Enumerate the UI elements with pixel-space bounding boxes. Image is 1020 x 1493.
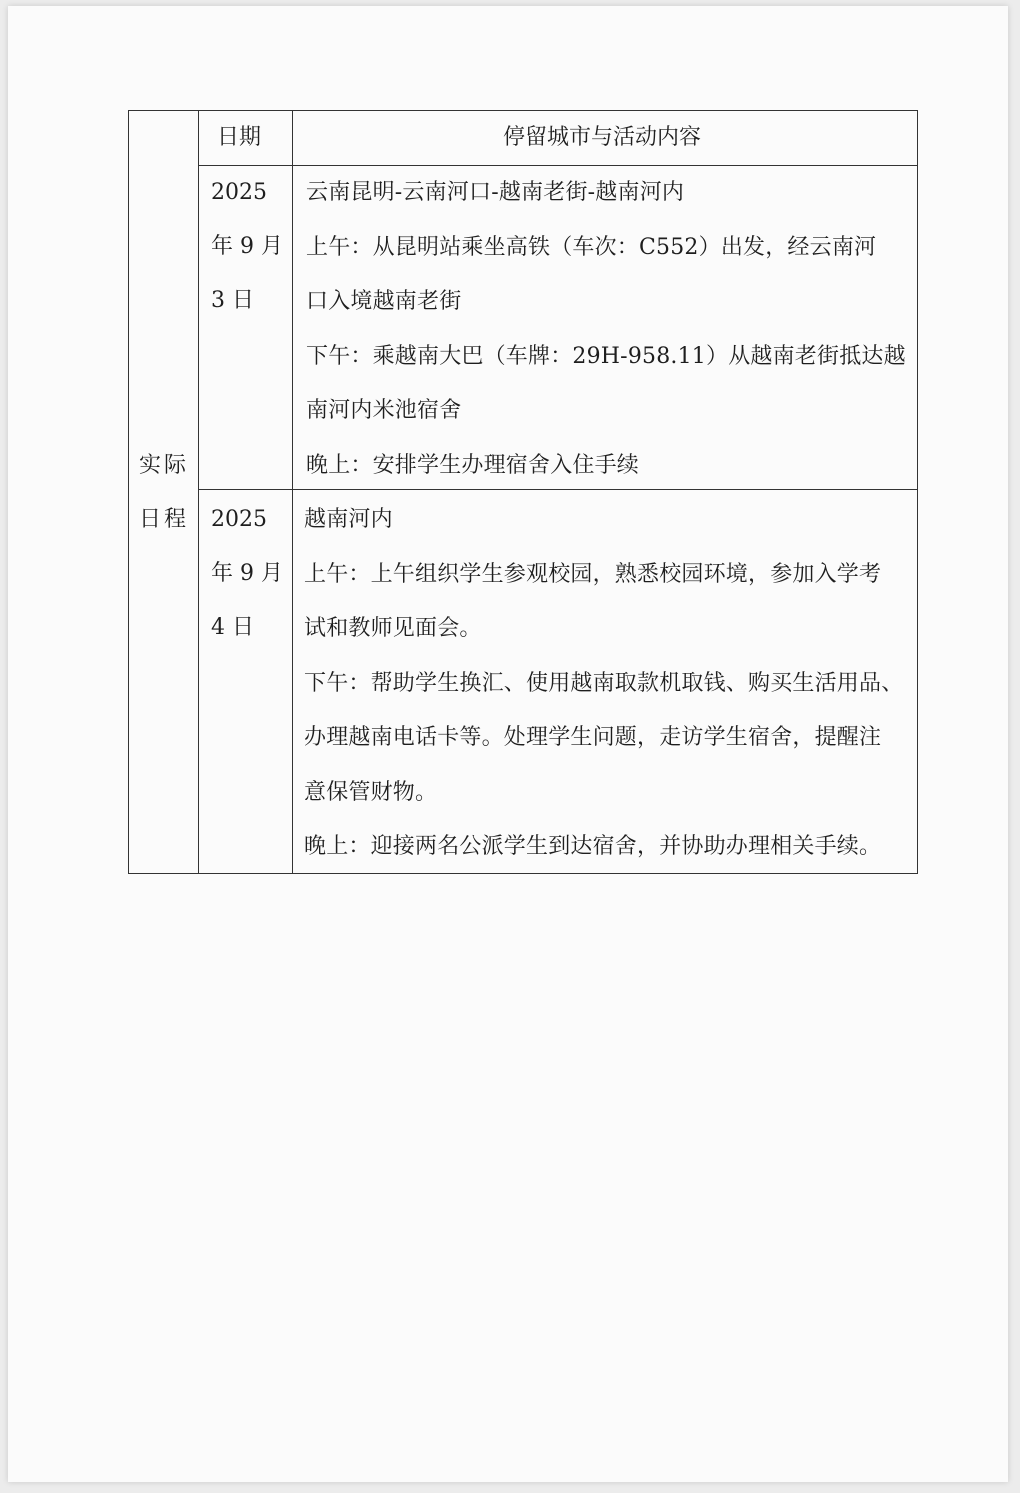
content-line: 南河内米池宿舍 <box>306 398 462 423</box>
column-divider <box>292 111 293 873</box>
date-line: 年 9 月 <box>211 561 283 586</box>
header-content: 停留城市与活动内容 <box>503 125 702 150</box>
content-line: 口入境越南老街 <box>306 289 462 314</box>
content-line: 晚上：迎接两名公派学生到达宿舍，并协助办理相关手续。 <box>304 834 882 859</box>
date-line: 2025 <box>211 507 267 532</box>
content-line: 下午：帮助学生换汇、使用越南取款机取钱、购买生活用品、 <box>304 670 904 696</box>
category-label: 日程 <box>138 507 189 532</box>
content-line: 晚上：安排学生办理宿舍入住手续 <box>306 452 640 478</box>
content-line: 上午：从昆明站乘坐高铁（车次：C552）出发，经云南河 <box>306 234 877 260</box>
content-line: 下午：乘越南大巴（车牌：29H-958.11）从越南老街抵达越 <box>306 343 906 369</box>
document-page <box>8 6 1008 1482</box>
content-line: 办理越南电话卡等。处理学生问题，走访学生宿舍，提醒注 <box>304 725 882 750</box>
date-line: 年 9 月 <box>211 234 283 259</box>
row-content <box>304 493 903 875</box>
content-line: 云南昆明-云南河口-越南老街-越南河内 <box>306 180 685 205</box>
row-date <box>211 493 283 655</box>
row-content <box>306 166 906 493</box>
category-label: 实际 <box>138 453 189 478</box>
schedule-table <box>128 110 918 874</box>
row-date <box>211 166 283 328</box>
content-line: 越南河内 <box>304 507 393 532</box>
content-line: 上午：上午组织学生参观校园，熟悉校园环境，参加入学考 <box>304 561 882 587</box>
content-line: 意保管财物。 <box>304 779 438 805</box>
header-date: 日期 <box>217 125 262 150</box>
date-line: 2025 <box>211 180 267 205</box>
content-line: 试和教师见面会。 <box>304 616 482 641</box>
date-line: 3 日 <box>211 288 254 313</box>
category-cell <box>129 439 199 547</box>
date-line: 4 日 <box>211 615 254 640</box>
